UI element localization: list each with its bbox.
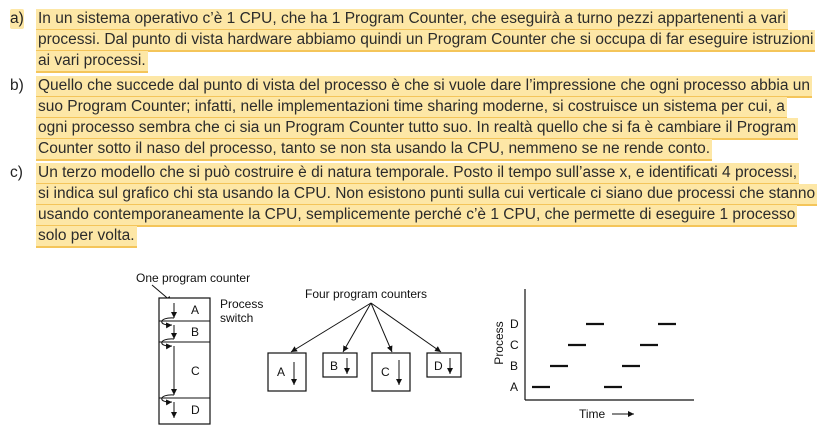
note-line: solo per volta. [36, 226, 137, 248]
memory-box [159, 298, 210, 424]
one-program-counter-diagram [136, 271, 263, 424]
row-label-d: D [510, 317, 519, 331]
four-program-counters-diagram [268, 287, 461, 391]
pc-arrow [343, 303, 371, 352]
row-label-b: B [510, 359, 519, 373]
segment-d-label: D [191, 403, 200, 417]
process-box-d-label: D [434, 359, 443, 373]
process-box-a-label: A [277, 365, 286, 379]
segment-a-label: A [191, 303, 200, 317]
segment-b-label: B [191, 325, 200, 339]
note-line: processi. Dal punto di vista hardware abbiamo quindi un Program Counter che si occupa di far eseguire istruzioni [36, 30, 815, 52]
pc-arrow [291, 303, 371, 352]
note-line: suo Program Counter; infatti, nelle implementazioni time sharing moderne, si costruisce un sistema per cui, a [36, 97, 787, 119]
process-box-a [268, 353, 306, 391]
process-box-b-label: B [330, 359, 339, 373]
process-box-d [427, 353, 461, 377]
note-line: Un terzo modello che si può costruire è di natura temporale. Posto il tempo sull’asse x, e identificati 4 processi, [36, 163, 799, 185]
row-label-c: C [510, 338, 519, 352]
segment-c-label: C [191, 364, 200, 378]
process-box-b [323, 353, 357, 377]
one-pc-title: One program counter [136, 271, 251, 285]
note-line: ogni processo sembra che ci sia un Program Counter tutto suo. In realtà quello che si fa è cambiare il Program [36, 118, 798, 140]
process-box-c [372, 353, 410, 391]
note-marker: a) [10, 10, 24, 27]
row-label-a: A [510, 380, 519, 394]
note-line: Counter sotto il naso del processo, tanto se non sta usando la CPU, nemmeno se ne rende conto. [36, 139, 712, 161]
note-line: In un sistema operativo c’è 1 CPU, che ha 1 Program Counter, che eseguirà a turno pezzi appartenenti a vari [36, 9, 788, 31]
y-axis-label: Process [492, 321, 506, 365]
note-marker: c) [10, 164, 23, 181]
note-marker: b) [10, 77, 24, 94]
process-switch-label-line2: switch [220, 311, 254, 325]
note-line: Quello che succede dal punto di vista del processo è che si vuole dare l’impressione che ogni processo abbia un [36, 76, 812, 98]
note-line: si indica sul grafico chi sta usando la CPU. Non esistono punti sulla cui verticale ci siano due processi che stanno [36, 184, 817, 206]
x-axis-label: Time [579, 407, 606, 421]
process-timeline-chart [492, 289, 694, 421]
four-pc-title: Four program counters [305, 287, 428, 301]
note-line: ai vari processi. [36, 51, 148, 73]
process-switch-label-line1: Process [220, 297, 264, 311]
note-line: usando contemporaneamente la CPU, semplicemente perché c’è 1 CPU, che permette di eseguire 1 processo [36, 205, 797, 227]
process-box-c-label: C [381, 365, 390, 379]
